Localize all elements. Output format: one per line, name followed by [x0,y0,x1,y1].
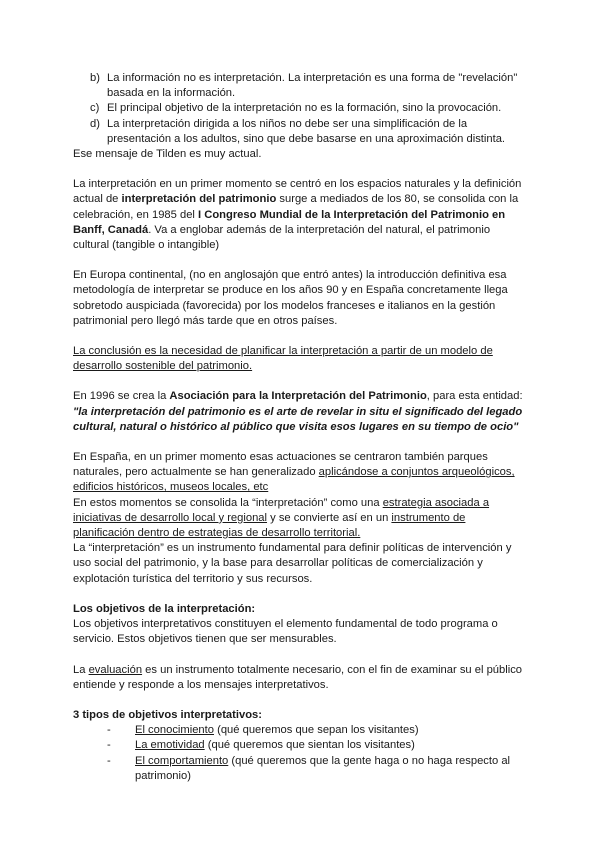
text-run: , para esta entidad: [426,390,523,403]
list-term: La emotividad [135,739,205,752]
underlined-text: estrategia asociada a iniciativas de desarrollo local y regional [73,496,490,524]
list-item [73,738,528,753]
paragraph-instrument: La “interpretación” es un instrumento fundamental para definir políticas de intervención y uso social del patrimonio, y la base para desarrollar políticas de comercialización y explotación turística del territorio y sus recursos. [73,542,512,585]
text-run: En España, en un primer momento esas actuaciones se centraron también parques naturales, pero actualmente se han generalizado [73,451,488,479]
list-term: El comportamiento [135,754,229,767]
underlined-text: La conclusión es la necesidad de planificar la interpretación a partir de un modelo de desarrollo sostenible del patrimonio. [73,345,493,373]
paragraph-evaluacion [73,663,528,693]
list-item-text: (qué queremos que sientan los visitantes) [204,739,415,752]
underlined-text: evaluación [88,663,143,676]
list-item-text: (qué queremos que la gente haga o no haga respecto al patrimonio) [135,754,511,782]
text-run: La interpretación en un primer momento se centró en los espacios naturales y la definición actual de [73,178,522,206]
list-item-text: La información no es interpretación. La interpretación es una forma de "revelación" basada en la información. [107,72,518,100]
section-heading-tipos [73,708,528,723]
list-item-text: El principal objetivo de la interpretación no es la formación, sino la provocación. [107,102,502,115]
text-run: y se convierte así en un [267,511,392,524]
list-item-text: La interpretación dirigida a los niños no debe ser una simplificación de la presentación a los adultos, sino que debe basarse en una aproximación distinta. [107,117,506,145]
text-run: En estos momentos se consolida la “interpretación” como una [73,496,383,509]
paragraph-definition [73,177,528,253]
list-item [73,754,528,784]
list-item [73,723,528,738]
list-marker: b) [90,72,100,84]
paragraph-spain [73,450,528,496]
bold-term: interpretación del patrimonio [121,193,277,206]
definition-quote: "la interpretación del patrimonio es el arte de revelar in situ el significado del legado cultural, natural o histórico al público que visita esos lugares en su tiempo de ocio" [73,405,523,433]
intro-list [73,71,528,147]
text-run: es un instrumento totalmente necesario, con el fin de examinar su el público entiende y responde a los mensajes interpretativos. [73,663,523,691]
document-body [73,71,528,784]
list-item [73,71,528,101]
text-run: . Va a englobar además de la interpretación del natural, el patrimonio cultural (tangible o intangible) [73,223,491,252]
list-marker: - [107,724,111,737]
bold-term: I Congreso Mundial de la Interpretación del Patrimonio en Banff, Canadá [73,208,506,236]
tipos-list [73,723,528,784]
list-marker: c) [90,102,100,115]
list-marker: d) [90,117,100,130]
underlined-text: instrumento de planificación dentro de estrategias de desarrollo territorial. [73,511,466,540]
heading-text: 3 tipos de objetivos interpretativos: [73,708,262,721]
list-item-text: (qué queremos que sepan los visitantes) [213,724,419,737]
underlined-text: aplicándose a conjuntos arqueológicos, edificios históricos, museos locales, etc [73,466,515,494]
list-item [73,117,528,147]
paragraph-association [73,389,528,435]
section-heading-objetivos [73,602,528,617]
tilden-paragraph: Ese mensaje de Tilden es muy actual. [73,148,262,161]
paragraph-strategy [73,496,528,542]
list-item [73,101,528,116]
paragraph-europe: En Europa continental, (no en anglosajón que entró antes) la introducción definitiva esa metodología de interpretar se produce en los años 90 y en España concretamente llega sobretodo auspiciada (favorecida) por los modelos franceses e italianos en la gestión patrimonial pero llegó más tarde que en otros países. [73,269,508,327]
text-run: surge a mediados de los 80, se consolida con la celebración, en 1985 del [73,193,519,221]
heading-text: Los objetivos de la interpretación: [73,602,256,615]
text-run: En 1996 se crea la [73,390,170,403]
bold-term: Asociación para la Interpretación del Patrimonio [169,390,427,403]
paragraph-objetivos: Los objetivos interpretativos constituyen el elemento fundamental de todo programa o servicio. Estos objetivos tienen que ser mensurables. [73,618,498,646]
list-term: El conocimiento [135,724,214,737]
text-run: La [73,663,89,676]
paragraph-conclusion [73,344,528,374]
list-marker: - [107,739,111,752]
list-marker: - [107,754,111,767]
